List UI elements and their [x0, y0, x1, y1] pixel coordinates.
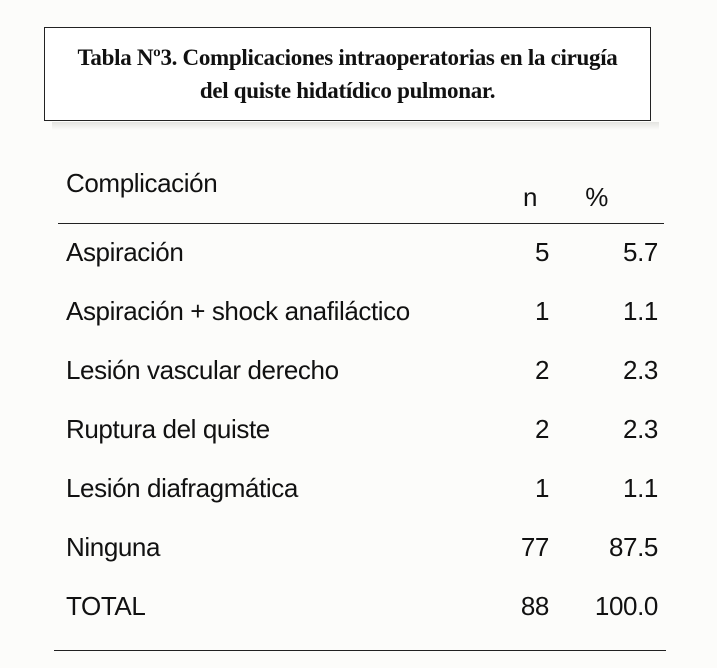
row-percent: 1.1: [623, 473, 658, 503]
table-row: [58, 237, 664, 296]
table-row: [58, 473, 664, 532]
table-title-line-1: Tabla Nº3. Complicaciones intraoperatorias en la cirugía: [77, 45, 618, 70]
row-percent: 2.3: [623, 414, 658, 444]
row-percent: 2.3: [623, 355, 658, 385]
row-label: Lesión vascular derecho: [66, 355, 339, 385]
table-body: [58, 224, 664, 650]
row-label: Ninguna: [66, 532, 161, 562]
row-percent: 5.7: [623, 237, 658, 267]
row-n: 1: [534, 296, 549, 326]
table-header-row: [58, 160, 664, 224]
row-label: Aspiración + shock anafiláctico: [66, 296, 410, 326]
row-n: 77: [520, 532, 549, 562]
complications-table: [58, 160, 664, 651]
table-title-line-2: del quiste hidatídico pulmonar.: [199, 78, 496, 103]
row-percent: 100.0: [594, 591, 658, 621]
table-row: [58, 355, 664, 414]
row-label: Aspiración: [66, 237, 184, 267]
row-percent: 1.1: [623, 296, 658, 326]
row-n: 5: [534, 237, 549, 267]
row-label: Lesión diafragmática: [66, 473, 298, 503]
table-bottom-rule: [54, 650, 666, 651]
title-box-shadow: [52, 122, 659, 130]
header-complicacion: Complicación: [66, 168, 218, 198]
row-n: 1: [534, 473, 549, 503]
table-row: [58, 532, 664, 591]
row-n: 2: [534, 355, 549, 385]
header-percent: %: [585, 182, 608, 212]
row-label: TOTAL: [66, 591, 146, 621]
table-row: [58, 296, 664, 355]
row-n: 2: [534, 414, 549, 444]
header-n: n: [522, 182, 537, 212]
table-row: [58, 414, 664, 473]
row-n: 88: [520, 591, 549, 621]
table-row-total: [58, 591, 664, 650]
row-label: Ruptura del quiste: [66, 414, 270, 444]
table-title-box: [44, 27, 651, 121]
row-percent: 87.5: [608, 532, 658, 562]
